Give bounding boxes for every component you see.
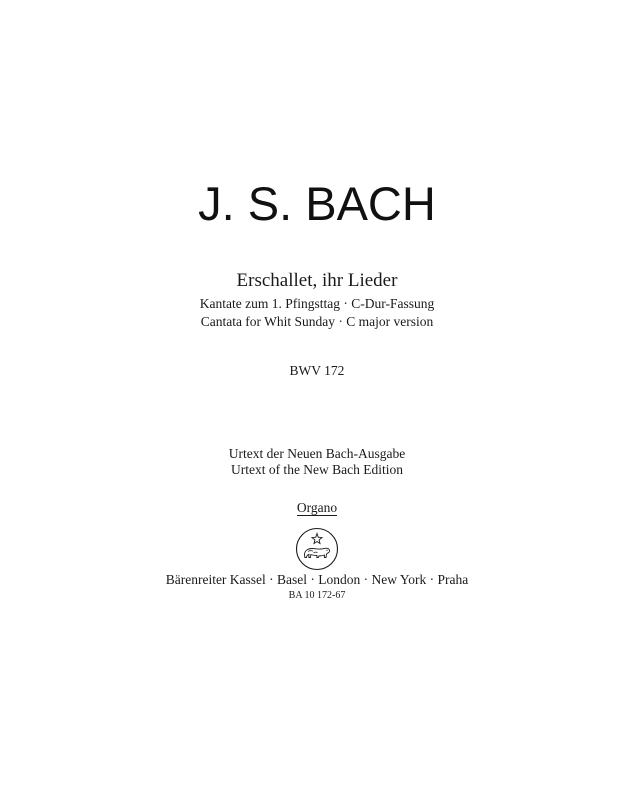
subtitle-german: Kantate zum 1. Pfingsttag · C-Dur-Fassung [199,296,435,311]
part-label: Organo [296,500,338,515]
baerenreiter-bear-logo-icon [295,527,339,571]
part-name [0,500,634,516]
publisher-line: Bärenreiter Kassel · Basel · London · New York · Praha [165,572,469,587]
urtext-english: Urtext of the New Bach Edition [230,462,404,477]
edition-number: BA 10 172-67 [288,590,346,601]
subtitle-english: Cantata for Whit Sunday · C major version [200,314,434,329]
work-title: Erschallet, ihr Lieder [236,270,398,291]
bwv-number: BWV 172 [289,363,345,378]
composer-name: J. S. BACH [198,177,436,230]
urtext-german: Urtext der Neuen Bach-Ausgabe [228,446,406,461]
